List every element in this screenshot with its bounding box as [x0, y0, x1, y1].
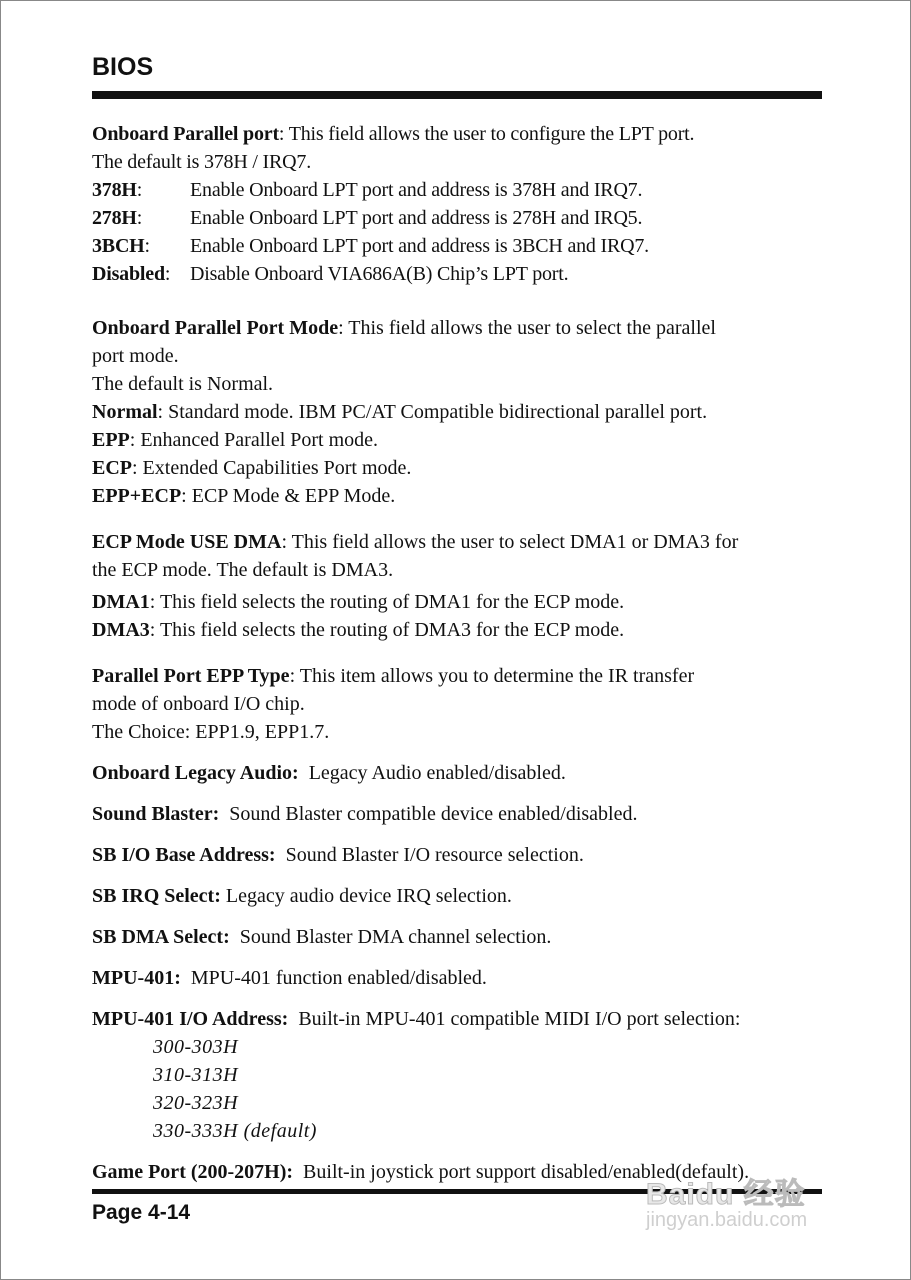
mpu401-option: 330-333H (default)	[153, 1120, 317, 1142]
parallel-mode-default: The default is Normal.	[92, 373, 274, 395]
watermark-site: jingyan.baidu.com	[646, 1209, 808, 1231]
parallel-mode-heading: Onboard Parallel Port Mode: This field allows the user to select the parallel	[92, 317, 716, 339]
option-row: ECP: Extended Capabilities Port mode.	[92, 457, 412, 479]
sb-io-item: SB I/O Base Address: Sound Blaster I/O resource selection.	[92, 844, 584, 866]
epp-type-heading: Parallel Port EPP Type: This item allows you to determine the IR transfer	[92, 665, 695, 687]
header-title: BIOS	[92, 53, 154, 81]
document-body	[92, 120, 822, 1186]
mpu401-item: MPU-401: MPU-401 function enabled/disabled.	[92, 967, 487, 989]
option-row: EPP: Enhanced Parallel Port mode.	[92, 429, 379, 451]
sound-blaster-item: Sound Blaster: Sound Blaster compatible device enabled/disabled.	[92, 803, 638, 825]
sb-dma-item: SB DMA Select: Sound Blaster DMA channel selection.	[92, 926, 552, 948]
epp-type-choice: The Choice: EPP1.9, EPP1.7.	[92, 721, 330, 743]
page-number: Page 4-14	[92, 1201, 191, 1224]
parallel-port-default: The default is 378H / IRQ7.	[92, 151, 312, 173]
ecp-dma-heading: ECP Mode USE DMA: This field allows the user to select DMA1 or DMA3 for	[92, 531, 739, 553]
parallel-mode-desc-cont: port mode.	[92, 345, 179, 367]
parallel-port-heading: Onboard Parallel port: This field allows the user to configure the LPT port.	[92, 123, 695, 145]
option-row: DMA3: This field selects the routing of DMA3 for the ECP mode.	[92, 619, 625, 641]
option-row: Disabled: Disable Onboard VIA686A(B) Chip’s LPT port.	[92, 263, 569, 285]
option-row: 278H: Enable Onboard LPT port and address is 278H and IRQ5.	[92, 207, 643, 229]
watermark	[646, 1169, 807, 1232]
mpu401-option: 320-323H	[153, 1092, 239, 1114]
mpu401-option: 310-313H	[153, 1064, 239, 1086]
sb-irq-item: SB IRQ Select: Legacy audio device IRQ selection.	[92, 885, 512, 907]
option-row: DMA1: This field selects the routing of DMA1 for the ECP mode.	[92, 591, 625, 613]
mpu401-io-item: MPU-401 I/O Address: Built-in MPU-401 compatible MIDI I/O port selection:	[92, 1008, 741, 1030]
option-row: Normal: Standard mode. IBM PC/AT Compatible bidirectional parallel port.	[92, 401, 708, 423]
mpu401-option: 300-303H	[153, 1036, 239, 1058]
option-row: 378H: Enable Onboard LPT port and address is 378H and IRQ7.	[92, 179, 643, 201]
legacy-audio-item: Onboard Legacy Audio: Legacy Audio enabled/disabled.	[92, 762, 566, 784]
option-row: EPP+ECP: ECP Mode & EPP Mode.	[92, 485, 396, 507]
game-port-item: Game Port (200-207H): Built-in joystick port support disabled/enabled(default).	[92, 1161, 750, 1183]
watermark-logo: Baidu 经验	[646, 1178, 806, 1211]
ecp-dma-desc-cont: the ECP mode. The default is DMA3.	[92, 559, 394, 581]
option-row: 3BCH: Enable Onboard LPT port and address is 3BCH and IRQ7.	[92, 235, 649, 257]
epp-type-desc-cont: mode of onboard I/O chip.	[92, 693, 305, 715]
header-rule	[92, 91, 822, 99]
